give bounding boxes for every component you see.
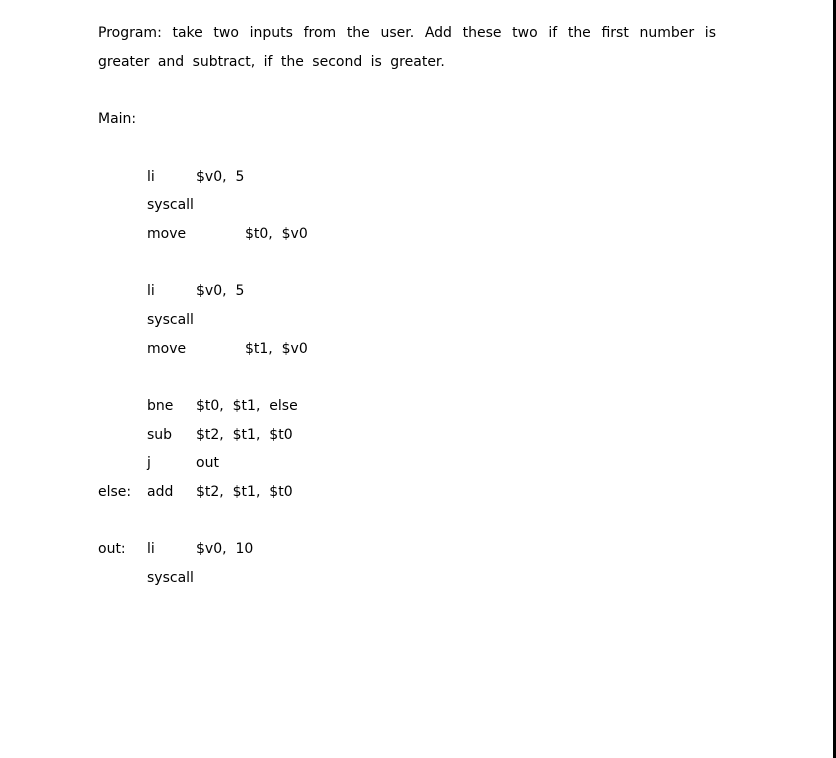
code-args: $t0, $v0 xyxy=(245,226,308,242)
code-op: move xyxy=(147,226,187,242)
code-args: $t2, $t1, $t0 xyxy=(196,484,293,500)
main-label: Main: xyxy=(98,111,137,127)
code-op: sub xyxy=(147,427,173,443)
code-op: add xyxy=(147,484,174,500)
code-args: $t0, $t1, else xyxy=(196,398,298,414)
code-args: out xyxy=(196,455,219,471)
code-args: $v0, 5 xyxy=(196,169,245,185)
code-label-else: else: xyxy=(98,484,132,500)
code-op: j xyxy=(147,455,151,471)
code-op: syscall xyxy=(147,570,194,586)
code-args: $t1, $v0 xyxy=(245,341,308,357)
code-op: syscall xyxy=(147,312,194,328)
code-op: syscall xyxy=(147,197,194,213)
code-args: $v0, 10 xyxy=(196,541,254,557)
intro-line-1: Program: take two inputs from the user. Add these two if the first number is xyxy=(98,25,716,41)
code-args: $t2, $t1, $t0 xyxy=(196,427,293,443)
code-op: li xyxy=(147,283,155,299)
code-label-out: out: xyxy=(98,541,126,557)
code-op: li xyxy=(147,169,155,185)
code-op: move xyxy=(147,341,187,357)
code-op: li xyxy=(147,541,155,557)
code-args: $v0, 5 xyxy=(196,283,245,299)
intro-line-2: greater and subtract, if the second is greater. xyxy=(98,54,445,70)
code-op: bne xyxy=(147,398,174,414)
